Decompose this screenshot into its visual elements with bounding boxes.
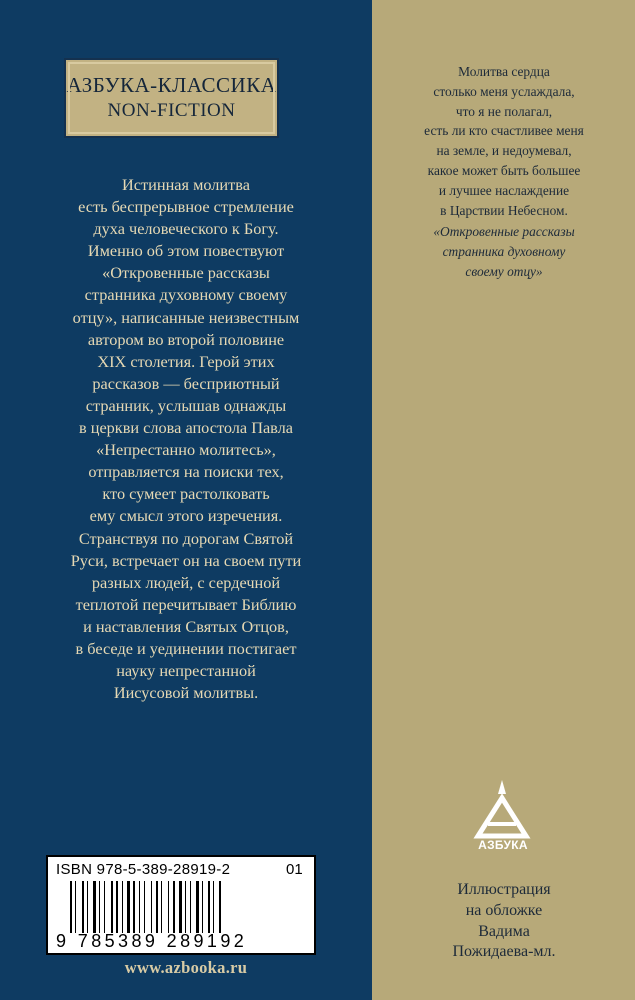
annotation-line: науку непрестанной (116, 661, 256, 681)
annotation-line: XIX столетия. Герой этих (97, 351, 275, 371)
quote-line: в Царствии Небесном. (440, 202, 568, 218)
quote-source-line: своему отцу» (465, 263, 543, 279)
annotation-line: разных людей, с сердечной (91, 572, 281, 592)
barcode-bar (168, 881, 169, 933)
annotation-line: отправляется на поиски тех, (88, 462, 284, 482)
barcode-addon: 01 (286, 861, 303, 878)
series-subtitle: NON-FICTION (107, 100, 236, 121)
epigraph-quote (388, 62, 620, 220)
barcode-bar (122, 881, 123, 933)
barcode-bar (202, 881, 203, 933)
isbn-number: ISBN 978-5-389-28919-2 (56, 861, 231, 878)
credit-line: Пожидаева-мл. (452, 943, 556, 961)
barcode-bar (161, 881, 162, 933)
barcode-bar (87, 881, 88, 933)
quote-source (388, 222, 620, 281)
illustration-credit (388, 880, 620, 963)
credit-line: Вадима (478, 922, 530, 940)
barcode-bar (82, 881, 84, 933)
barcode-bar (93, 881, 96, 933)
barcode-bar (104, 881, 105, 933)
annotation-line: есть беспрерывное стремление (78, 197, 294, 217)
series-title: АЗБУКА-КЛАССИКА (66, 73, 277, 97)
publisher-website: www.azbooka.ru (124, 958, 248, 977)
credit-line: Иллюстрация (457, 881, 551, 898)
quote-line: есть ли кто счастливее меня (424, 123, 584, 139)
quote-line: на земле, и недоумевал, (436, 143, 572, 159)
barcode-bar (133, 881, 135, 933)
annotation-line: рассказов — бесприютный (92, 373, 280, 393)
barcode-bar (151, 881, 152, 933)
barcode-bar (139, 881, 140, 933)
barcode-bar (173, 881, 175, 933)
barcode-bar (196, 881, 199, 933)
publisher-logo-label: АЗБУКА (478, 838, 528, 852)
barcode-bar (185, 881, 186, 933)
credit-line: на обложке (465, 901, 543, 919)
annotation-line: «Откровенные рассказы (102, 263, 270, 283)
quote-line: что я не полагал, (455, 103, 553, 119)
quote-line: какое может быть большее (427, 162, 581, 178)
quote-line: и лучшее наслаждение (438, 182, 570, 198)
annotation-line: в беседе и уединении постигает (75, 638, 297, 658)
annotation-line: и наставления Святых Отцов, (83, 616, 289, 636)
barcode-bar (75, 881, 76, 933)
annotation-line: Истинная молитва (122, 175, 250, 194)
annotation-line: «Непрестанно молитесь», (96, 440, 276, 460)
book-annotation (40, 174, 332, 704)
annotation-line: странник, услышав однажды (85, 395, 287, 415)
barcode-bar (190, 881, 191, 933)
barcode-bar (144, 881, 145, 933)
annotation-line: теплотой перечитывает Библию (75, 594, 297, 614)
annotation-line: отцу», написанные неизвестным (72, 307, 300, 327)
annotation-line: кто сумеет растолковать (102, 484, 270, 504)
barcode-digits: 9 785389 289192 (56, 931, 248, 951)
barcode-bar (179, 881, 182, 933)
quote-source-line: «Откровенные рассказы (433, 224, 575, 239)
annotation-line: Именно об этом повествуют (87, 241, 285, 261)
annotation-line: Руси, встречает он на своем пути (70, 550, 302, 570)
barcode-bar (213, 881, 214, 933)
annotation-line: в церкви слова апостола Павла (78, 418, 294, 438)
annotation-line: ему смысл этого изречения. (89, 506, 283, 526)
quote-line: Молитва сердца (458, 64, 550, 79)
quote-source-line: странника духовному (442, 243, 566, 259)
barcode-bars (70, 881, 310, 933)
barcode-bar (208, 881, 210, 933)
series-label-box (64, 58, 279, 138)
annotation-line: автором во второй половине (87, 329, 285, 349)
annotation-line: Странствуя по дорогам Святой (78, 528, 294, 548)
annotation-line: духа человеческого к Богу. (93, 219, 279, 239)
barcode-bar (116, 881, 118, 933)
barcode-bar (127, 881, 130, 933)
barcode-bar (99, 881, 100, 933)
annotation-line: странника духовному своему (84, 285, 288, 305)
annotation-line: Иисусовой молитвы. (113, 683, 259, 703)
barcode-bar (219, 881, 221, 933)
isbn-barcode (46, 855, 316, 955)
quote-line: столько меня услаждала, (433, 83, 575, 99)
barcode-bar (70, 881, 72, 933)
barcode-bar (111, 881, 113, 933)
barcode-bar (156, 881, 158, 933)
